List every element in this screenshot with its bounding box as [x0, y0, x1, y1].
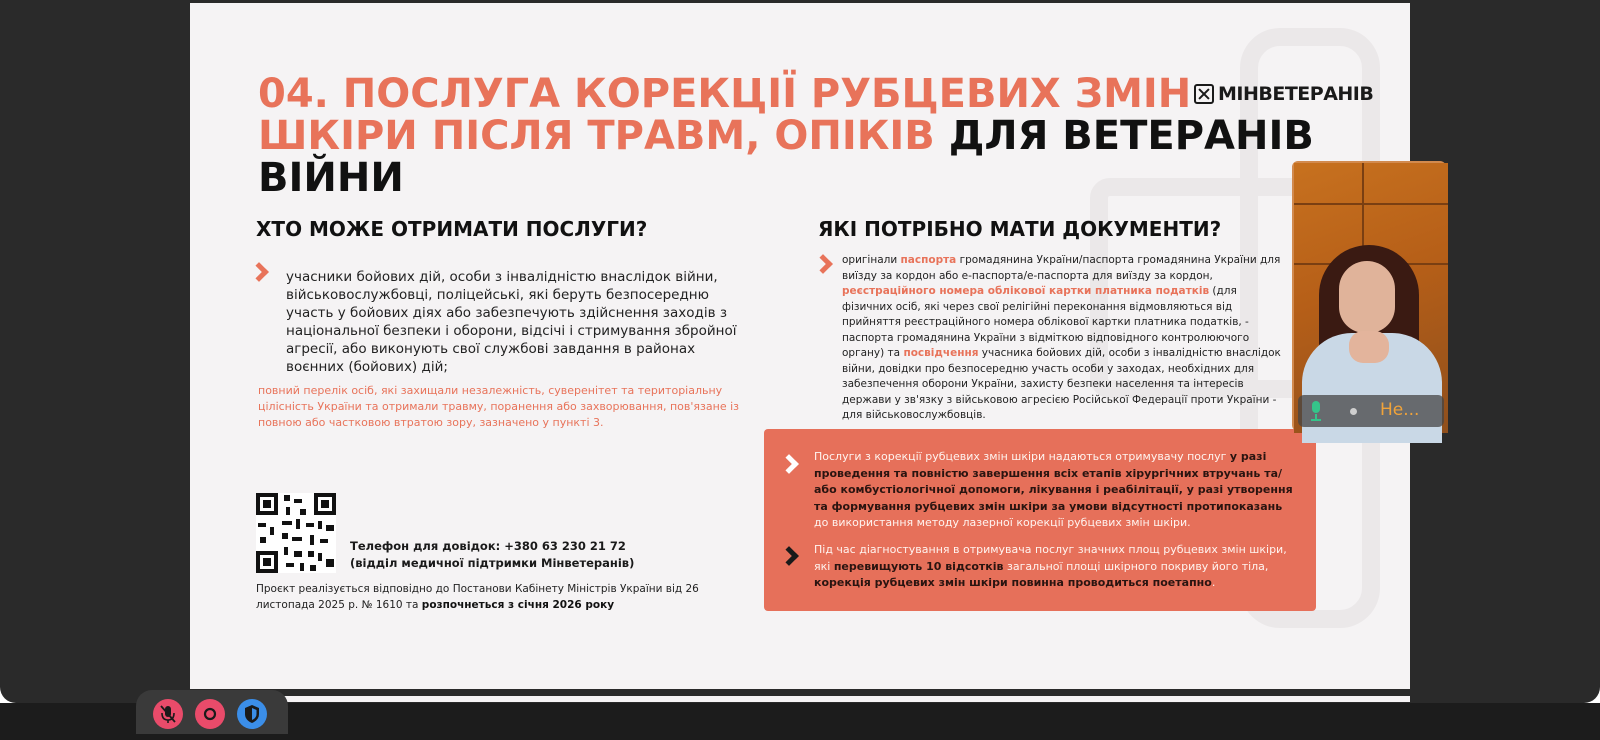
record-icon — [195, 699, 225, 729]
security-button[interactable] — [237, 699, 267, 729]
doc-text: (для фізичних осіб, які через свої релігійні переконання відмовляються від прийняття реєстраційного номера облікової картки платника податків, - паспорта громадянина України з відміткою відповідного контролюючого органу) та — [842, 285, 1250, 359]
doc-highlight: паспорта — [900, 254, 957, 266]
qr-code[interactable] — [256, 493, 336, 573]
callout-bold: перевищують 10 відсотків — [833, 559, 1004, 573]
phone-department: (відділ медичної підтримки Мінветеранів) — [350, 556, 635, 570]
callout-text: до використання методу лазерної корекції рубцевих змін шкіри. — [814, 516, 1191, 529]
footer-text: Проєкт реалізується відповідно до Постанови Кабінету Міністрів України від 26 листопада 2025 р. № 1610 та — [256, 583, 699, 611]
participant-hands — [1349, 331, 1389, 363]
logo-mark-icon — [1194, 84, 1214, 104]
documents-text — [842, 253, 1282, 421]
mic-off-icon — [153, 699, 183, 729]
callout-paragraph-1 — [814, 449, 1294, 532]
title-accent: 04. ПОСЛУГА КОРЕКЦІЇ РУБЦЕВИХ ЗМІН ШКІРИ ПІСЛЯ ТРАВМ, ОПІКІВ — [258, 71, 1192, 159]
project-footer — [256, 581, 716, 613]
contact-info — [350, 538, 634, 572]
doc-text: громадянина України/паспорта громадянина України для виїзду за кордон або е-паспорта/е-паспорта для виїзду за кордон, — [842, 254, 1281, 282]
right-heading: ЯКІ ПОТРІБНО МАТИ ДОКУМЕНТИ? — [818, 217, 1222, 241]
doc-highlight: реєстраційного номера облікової картки платника податків — [842, 285, 1210, 297]
arrow-icon — [779, 454, 799, 474]
ministry-logo — [1194, 83, 1373, 105]
participant-video-tile[interactable] — [1292, 161, 1446, 431]
participant-name: Не... — [1380, 400, 1420, 420]
logo-text: МІНВЕТЕРАНІВ — [1218, 83, 1374, 105]
footer-bold: розпочнеться з січня 2026 року — [421, 599, 615, 611]
mute-button[interactable] — [153, 699, 183, 729]
cabinet-line — [1294, 203, 1448, 205]
record-button[interactable] — [195, 699, 225, 729]
callout-bold: корекція рубцевих змін шкіри повинна проводиться поетапно — [814, 576, 1212, 589]
shield-icon — [237, 699, 267, 729]
left-heading: ХТО МОЖЕ ОТРИМАТИ ПОСЛУГИ? — [256, 217, 648, 241]
arrow-icon — [813, 254, 833, 274]
slide-bottom-edge — [190, 696, 1410, 702]
mic-icon[interactable] — [1310, 401, 1322, 421]
eligibility-note: повний перелік осіб, які захищали незалежність, суверенітет та територіальну цілісність України та отримали травму, поранення або захворювання, пов'язане із повною або частковою втратою зору, зазначено у пункті 3. — [258, 384, 739, 429]
callout-text: . — [1211, 576, 1216, 589]
callout-text: Під час діагностування в отримувача послуг значних площ рубцевих змін шкіри, які — [814, 543, 1287, 573]
arrow-icon — [779, 546, 799, 566]
title-dark: ДЛЯ ВЕТЕРАНІВ ВІЙНИ — [258, 113, 1314, 201]
doc-highlight: посвідчення — [903, 347, 979, 359]
callout-paragraph-2 — [814, 542, 1294, 592]
doc-text: оригінали — [842, 254, 901, 266]
participant-face — [1339, 261, 1395, 333]
eligibility-text: учасники бойових дій, особи з інвалідністю внаслідок війни, військовослужбовці, поліцейські, які беруть безпосередню участь у бойових діях або забезпечують здійснення заходів з національної безпеки і оборони, відсічі і стримування збройної агресії, або виконують свої службові завдання в районах воєнних (бойових) дій; — [286, 269, 737, 375]
slide-title — [258, 73, 1318, 199]
meeting-controls — [136, 690, 288, 734]
phone-number: Телефон для довідок: +380 63 230 21 72 — [350, 539, 626, 553]
info-callout — [764, 429, 1316, 611]
doc-text: учасника бойових дій, особи з інвалідністю внаслідок війни, довідки про безпосередню участь особи у заходах, необхідних для забезпечення оборони України, захисту безпеки населення та інтересів держави у зв'язку з військовою агресією Російської Федерації проти України - для військовослужбовців. — [842, 347, 1281, 421]
callout-text: Послуги з корекції рубцевих змін шкіри надаються отримувачу послуг — [814, 450, 1230, 463]
participant-name-bar — [1298, 395, 1444, 427]
dot-icon — [1350, 408, 1357, 415]
callout-text: загальної площі шкірного покриву його тіла, — [1003, 559, 1269, 573]
presentation-slide — [190, 3, 1410, 689]
arrow-icon — [249, 262, 269, 282]
callout-bold: у разі проведення та повністю завершення всіх етапів хірургічних втручань та/або комбустіологічної допомоги, лікування і реабілітації, у разі утворення та формування рубцевих змін шкіри за умови відсутності протипоказань — [814, 450, 1293, 513]
